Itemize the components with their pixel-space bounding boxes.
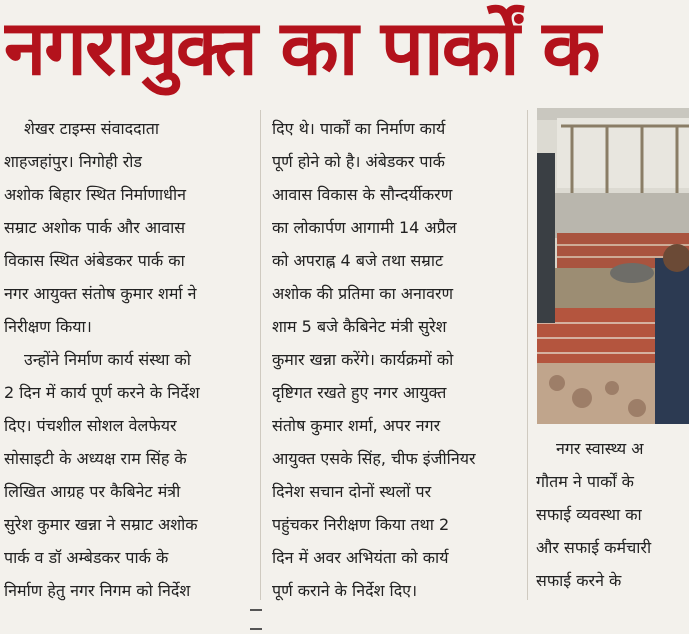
- body-line: अशोक बिहार स्थित निर्माणाधीन: [4, 185, 186, 204]
- body-line: सुरेश कुमार खन्ना ने सम्राट अशोक: [4, 515, 198, 534]
- body-line: गौतम ने पार्कों के: [536, 472, 634, 491]
- body-line: अशोक की प्रतिमा का अनावरण: [272, 284, 454, 303]
- construction-site-photo: [537, 108, 689, 424]
- body-line: पूर्ण कराने के निर्देश दिए।: [272, 581, 418, 600]
- article-column-3: [536, 432, 689, 597]
- body-line: उन्होंने निर्माण कार्य संस्था को: [24, 350, 191, 369]
- column-divider: [260, 110, 261, 600]
- body-line: सोसाइटी के अध्यक्ष राम सिंह के: [4, 449, 187, 468]
- body-line: 2 दिन में कार्य पूर्ण करने के निर्देश: [4, 383, 200, 402]
- article-column-1: [4, 112, 250, 607]
- body-line: नगर आयुक्त संतोष कुमार शर्मा ने: [4, 284, 197, 303]
- body-line: कुमार खन्ना करेंगे। कार्यक्रमों को: [272, 350, 454, 369]
- body-line: पहुंचकर निरीक्षण किया तथा 2: [272, 515, 450, 534]
- page-fold-marks: [250, 596, 290, 600]
- body-line: शाम 5 बजे कैबिनेट मंत्री सुरेश: [272, 317, 447, 336]
- body-line: लिखित आग्रह पर कैबिनेट मंत्री: [4, 482, 181, 501]
- body-line: दिए थे। पार्कों का निर्माण कार्य: [272, 119, 446, 138]
- body-line: पार्क व डॉ अम्बेडकर पार्क के: [4, 548, 169, 567]
- body-line: दिए। पंचशील सोशल वेलफेयर: [4, 416, 177, 435]
- body-line: नगर स्वास्थ्य अ: [556, 439, 644, 458]
- dateline-line: शाहजहांपुर। निगोही रोड: [4, 152, 142, 171]
- body-line: दृष्टिगत रखते हुए नगर आयुक्त: [272, 383, 447, 402]
- article-column-2: [272, 112, 518, 607]
- body-line: आयुक्त एसके सिंह, चीफ इंजीनियर: [272, 449, 476, 468]
- body-line: दिनेश सचान दोनों स्थलों पर: [272, 482, 432, 501]
- body-line: निरीक्षण किया।: [4, 317, 92, 336]
- body-line: आवास विकास के सौन्दर्यीकरण: [272, 185, 453, 204]
- body-line: निर्माण हेतु नगर निगम को निर्देश: [4, 581, 191, 600]
- news-photo: [537, 108, 689, 424]
- body-line: सफाई व्यवस्था का: [536, 505, 642, 524]
- body-line: सम्राट अशोक पार्क और आवास: [4, 218, 186, 237]
- body-line: संतोष कुमार शर्मा, अपर नगर: [272, 416, 441, 435]
- body-line: का लोकार्पण आगामी 14 अप्रैल: [272, 218, 457, 237]
- body-line: विकास स्थित अंबेडकर पार्क का: [4, 251, 185, 270]
- body-line: और सफाई कर्मचारी: [536, 538, 652, 557]
- column-divider: [527, 110, 528, 600]
- body-line: दिन में अवर अभियंता को कार्य: [272, 548, 449, 567]
- body-line: सफाई करने के: [536, 571, 622, 590]
- headline: नगरायुक्त का पार्कों क: [4, 3, 599, 92]
- body-line: को अपराह्न 4 बजे तथा सम्राट: [272, 251, 444, 270]
- body-line: पूर्ण होने को है। अंबेडकर पार्क: [272, 152, 445, 171]
- byline: शेखर टाइम्स संवाददाता: [24, 119, 160, 138]
